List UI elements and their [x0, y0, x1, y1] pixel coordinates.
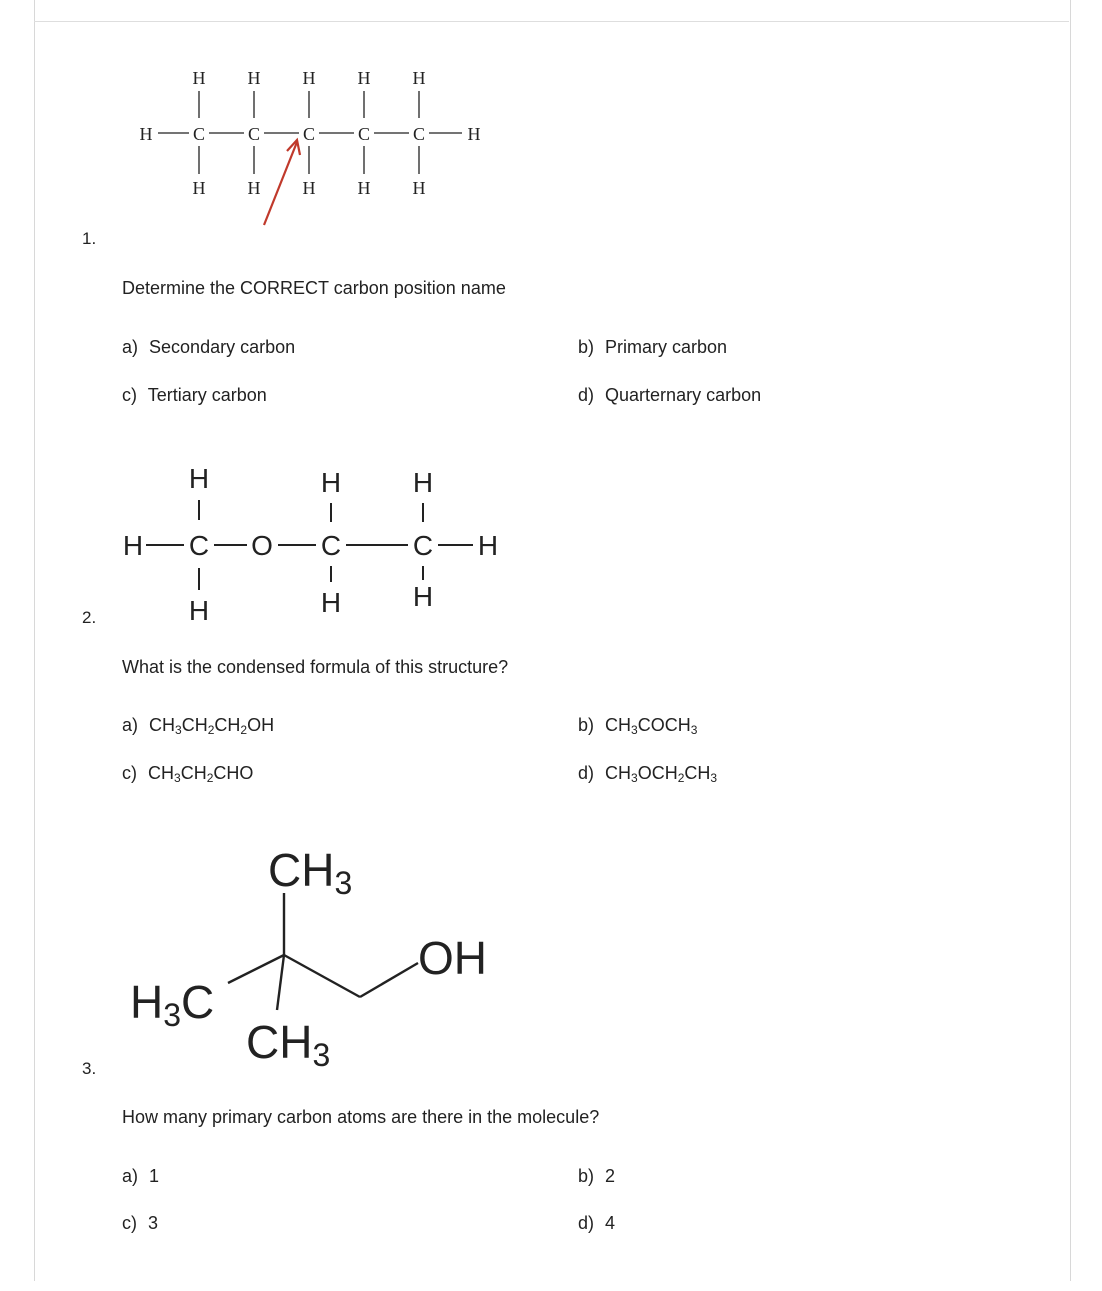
formula-subscript: 3 — [710, 771, 718, 785]
formula-group: CH — [148, 763, 175, 783]
q2-h-bottom-2: H — [320, 587, 342, 618]
q2-h-top-3: H — [412, 467, 434, 498]
formula-subscript: 3 — [690, 723, 698, 737]
option-d[interactable] — [578, 1213, 615, 1234]
q2-c-2: C — [320, 530, 342, 561]
option-label: a) — [122, 715, 139, 735]
question-number: 1. — [82, 229, 97, 248]
formula-group: CH — [149, 715, 176, 735]
option-text: 3 — [148, 1213, 159, 1233]
formula-group: OCH — [637, 763, 678, 783]
question-prompt: What is the condensed formula of this structure? — [122, 657, 509, 677]
q1-h-bottom-2: H — [302, 178, 316, 198]
formula-group: CH — [214, 715, 241, 735]
formula-subscript: 2 — [677, 771, 685, 785]
ch3-bottom-sub: 3 — [312, 1037, 331, 1073]
formula-subscript: 2 — [240, 723, 248, 737]
q2-h-right: H — [477, 530, 499, 561]
formula-subscript: 2 — [206, 771, 214, 785]
option-text: Primary carbon — [605, 337, 728, 357]
option-text: 1 — [149, 1166, 160, 1186]
formula-subscript: 3 — [174, 771, 181, 785]
option-text: Quarternary carbon — [605, 385, 762, 405]
formula-group: CH — [181, 715, 208, 735]
q1-h-top-4: H — [412, 68, 426, 88]
q2-c-3: C — [412, 530, 434, 561]
q1-h-top-0: H — [192, 68, 206, 88]
formula-group: CH — [684, 763, 711, 783]
q1-c-1: C — [247, 124, 261, 144]
option-text: Secondary carbon — [149, 337, 296, 357]
q1-h-left: H — [139, 124, 153, 144]
option-label: c) — [122, 385, 137, 405]
q1-c-3: C — [357, 124, 371, 144]
q1-h-bottom-4: H — [412, 178, 426, 198]
q1-h-top-3: H — [357, 68, 371, 88]
q1-h-right: H — [467, 124, 481, 144]
q1-c-4: C — [412, 124, 426, 144]
h3c-h: H — [130, 976, 164, 1028]
option-label: b) — [578, 337, 595, 357]
formula-group: OH — [247, 715, 275, 735]
q2-c-1: C — [188, 530, 210, 561]
q3-h3c-left — [130, 976, 214, 1033]
q2-h-bottom-3: H — [412, 581, 434, 612]
option-label: b) — [578, 715, 595, 735]
option-a[interactable] — [122, 1166, 159, 1187]
h3c-c: C — [181, 976, 215, 1028]
q2-h-bottom-1: H — [188, 595, 210, 626]
formula-subscript: 3 — [631, 723, 638, 737]
q3-ch3-top — [268, 844, 352, 901]
question-prompt: Determine the CORRECT carbon position name — [122, 278, 506, 298]
question-prompt: How many primary carbon atoms are there in the molecule? — [122, 1107, 600, 1127]
formula-group: CH — [605, 715, 632, 735]
q2-h-top-2: H — [320, 467, 342, 498]
q1-c-0: C — [192, 124, 206, 144]
q1-h-bottom-0: H — [192, 178, 206, 198]
formula-subscript: 3 — [631, 771, 638, 785]
q2-o: O — [251, 530, 273, 561]
q3-oh: OH — [418, 932, 487, 984]
option-label: d) — [578, 1213, 595, 1233]
ch3-top-main: CH — [268, 844, 335, 896]
option-label: d) — [578, 763, 595, 783]
q1-h-bottom-1: H — [247, 178, 261, 198]
option-text: Tertiary carbon — [147, 385, 267, 405]
formula-group: COCH — [637, 715, 691, 735]
formula-subscript: 3 — [175, 723, 182, 737]
question-number: 3. — [82, 1059, 97, 1078]
option-label: c) — [122, 763, 137, 783]
ch3-bottom-main: CH — [246, 1016, 313, 1068]
formula-group: CHO — [213, 763, 254, 783]
q1-h-top-1: H — [247, 68, 261, 88]
q1-c-2: C — [302, 124, 316, 144]
q2-h-left: H — [122, 530, 144, 561]
option-c[interactable] — [122, 1213, 158, 1234]
option-label: a) — [122, 1166, 139, 1186]
q2-h-top-1: H — [188, 463, 210, 494]
option-label: b) — [578, 1166, 595, 1186]
option-label: c) — [122, 1213, 137, 1233]
option-text: 2 — [605, 1166, 616, 1186]
formula-subscript: 2 — [207, 723, 215, 737]
option-label: d) — [578, 385, 595, 405]
ch3-top-sub: 3 — [334, 865, 353, 901]
q3-ch3-bottom — [246, 1016, 330, 1073]
option-label: a) — [122, 337, 139, 357]
q1-h-top-2: H — [302, 68, 316, 88]
h3c-sub: 3 — [163, 997, 182, 1033]
q1-h-bottom-3: H — [357, 178, 371, 198]
option-text: 4 — [605, 1213, 616, 1233]
formula-group: CH — [180, 763, 207, 783]
option-b[interactable] — [578, 1166, 615, 1187]
formula-group: CH — [605, 763, 632, 783]
question-number: 2. — [82, 608, 97, 627]
